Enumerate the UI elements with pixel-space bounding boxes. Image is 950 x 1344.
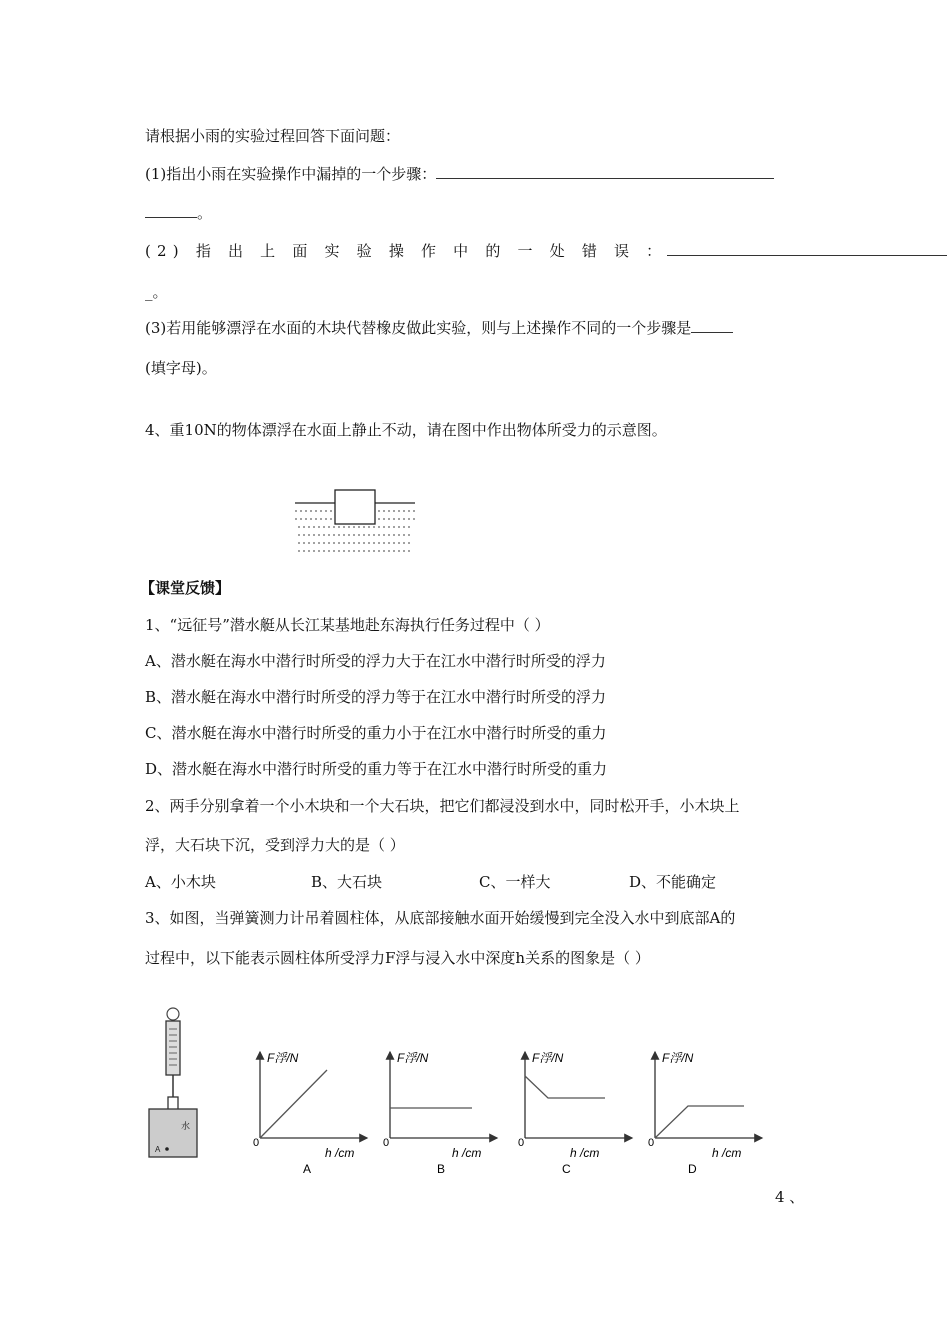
graph-d[interactable]: [648, 1051, 762, 1176]
floating-block-figure: [290, 485, 420, 560]
intro-text: 请根据小雨的实验过程回答下面问题：: [145, 127, 401, 145]
answer-blank-2[interactable]: [667, 241, 947, 256]
floating-block: [335, 490, 375, 524]
graph-b-x-label: h /cm: [452, 1146, 482, 1160]
question-3: [145, 318, 733, 338]
question-1-cont: [145, 203, 212, 223]
question-2: [145, 241, 947, 261]
graph-d-origin: 0: [648, 1137, 655, 1149]
graph-c[interactable]: [518, 1051, 632, 1176]
graph-a-y-label: F浮/N: [267, 1051, 299, 1065]
question-1-end: 。: [197, 204, 213, 222]
feedback-2-option-c: C、一样大: [479, 873, 551, 891]
feedback-2-option-a: A、小木块: [145, 873, 216, 891]
graph-d-y-label: F浮/N: [662, 1051, 694, 1065]
graph-a-letter: A: [303, 1162, 312, 1176]
question-3-end: (填字母)。: [145, 359, 217, 377]
feedback-3-stem-2: 过程中，以下能表示圆柱体所受浮力F浮与浸入水中深度h关系的图象是（ ）: [145, 949, 650, 967]
graph-a-origin: 0: [253, 1137, 260, 1149]
graph-d-letter: D: [688, 1162, 697, 1176]
answer-blank-1[interactable]: [436, 164, 774, 179]
graph-options: [245, 1040, 775, 1180]
question-4: 4、重10N的物体漂浮在水面上静止不动，请在图中作出物体所受力的示意图。: [145, 421, 667, 439]
graph-c-line: [525, 1076, 605, 1098]
graph-d-x-label: h /cm: [712, 1146, 742, 1160]
feedback-1-option-d: D、潜水艇在海水中潜行时所受的重力等于在江水中潜行时所受的重力: [145, 760, 608, 778]
feedback-1-stem: 1、“远征号”潜水艇从长江某基地赴东海执行任务过程中（ ）: [145, 616, 550, 634]
section-title: 【课堂反馈】: [140, 579, 231, 597]
feedback-3-stem-1: 3、如图，当弹簧测力计吊着圆柱体，从底部接触水面开始缓慢到完全没入水中到底部A的: [145, 909, 736, 927]
answer-blank-1-cont[interactable]: [145, 203, 197, 218]
graph-c-letter: C: [562, 1162, 571, 1176]
question-3-text: (3)若用能够漂浮在水面的木块代替橡皮做此实验，则与上述操作不同的一个步骤是: [145, 319, 692, 337]
graph-b-origin: 0: [383, 1137, 390, 1149]
feedback-2-stem-2: 浮，大石块下沉，受到浮力大的是（ ）: [145, 836, 405, 854]
feedback-1-option-b: B、潜水艇在海水中潜行时所受的浮力等于在江水中潜行时所受的浮力: [145, 688, 607, 706]
graph-c-x-label: h /cm: [570, 1146, 600, 1160]
graph-b[interactable]: [383, 1051, 497, 1176]
graph-a[interactable]: [253, 1051, 367, 1176]
graph-b-letter: B: [437, 1162, 446, 1176]
feedback-1-option-a: A、潜水艇在海水中潜行时所受的浮力大于在江水中潜行时所受的浮力: [145, 652, 606, 670]
answer-blank-3[interactable]: [691, 318, 733, 333]
feedback-1-option-c: C、潜水艇在海水中潜行时所受的重力小于在江水中潜行时所受的重力: [145, 724, 607, 742]
scale-hook-ring: [167, 1008, 179, 1020]
graph-b-y-label: F浮/N: [397, 1051, 429, 1065]
graph-c-origin: 0: [518, 1137, 525, 1149]
question-1-text: (1)指出小雨在实验操作中漏掉的一个步骤：: [145, 165, 437, 183]
feedback-2-stem-1: 2、两手分别拿着一个小木块和一个大石块，把它们都浸没到水中，同时松开手，小木块上: [145, 797, 740, 815]
question-1: [145, 164, 774, 184]
graph-c-y-label: F浮/N: [532, 1051, 564, 1065]
spring-scale-apparatus: [145, 1005, 201, 1160]
next-question-number: 4 、: [775, 1188, 805, 1206]
question-2-end: _。: [145, 283, 168, 301]
feedback-2-option-d: D、不能确定: [629, 873, 717, 891]
graph-a-x-label: h /cm: [325, 1146, 355, 1160]
question-2-text: (2) 指 出 上 面 实 验 操 作 中 的 一 处 错 误 ：: [145, 242, 668, 260]
graph-d-line: [655, 1106, 744, 1138]
point-a-label: A: [155, 1145, 161, 1154]
graph-a-line: [260, 1070, 327, 1138]
feedback-2-option-b: B、大石块: [311, 873, 383, 891]
water-label: 水: [181, 1121, 191, 1131]
